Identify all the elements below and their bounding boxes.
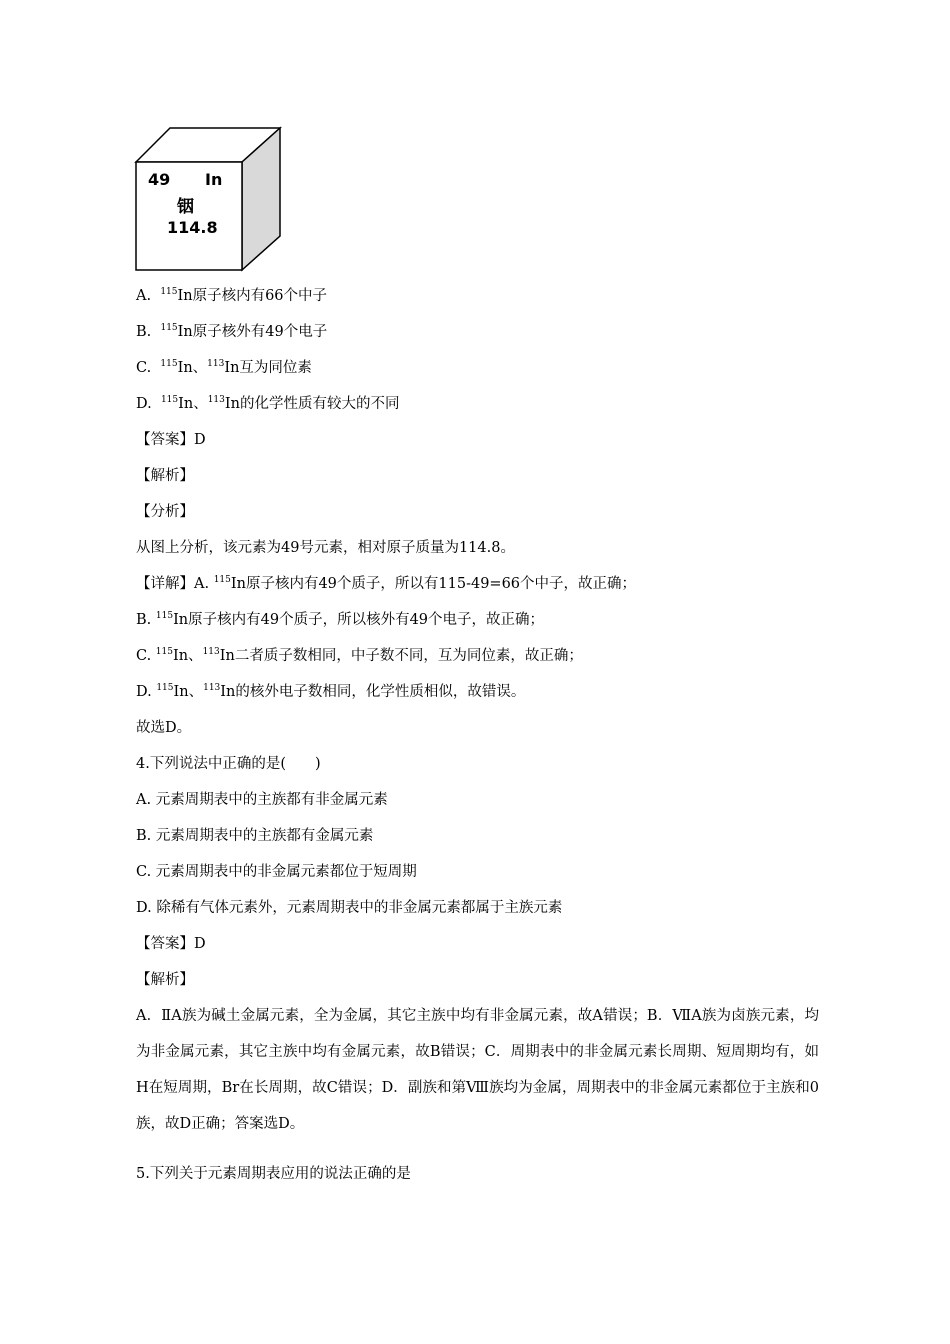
q4-answer: 【答案】D xyxy=(136,936,206,952)
q4-explanation: A．ⅡA族为碱土金属元素，全为金属，其它主族中均有非金属元素，故A错误；B．ⅦA族为卤族元素，均为非金属元素，其它主族中均有金属元素，故B错误；C．周期表中的非金属元素长周期、短周期均有，如H在短周期，Br在长周期，故C错误；D．副族和第Ⅷ族均为金属，周期表中的非金属元素都位于主族和0族，故D正确；答案选D。 xyxy=(136,1008,819,1132)
cube-outline-icon xyxy=(134,126,284,274)
q3-detail-b: B. $^{115}$In原子核内有49个质子，所以核外有49个电子，故正确； xyxy=(136,611,545,628)
q4-option-c: C. 元素周期表中的非金属元素都位于短周期 xyxy=(136,864,417,880)
element-symbol: In xyxy=(205,170,223,189)
q4-option-b: B. 元素周期表中的主族都有金属元素 xyxy=(136,828,374,844)
q3-detail-c: C. $^{115}$In、$^{113}$In二者质子数相同，中子数不同，互为同位素，故正确； xyxy=(136,647,583,664)
q4-option-d: D. 除稀有气体元素外，元素周期表中的非金属元素都属于主族元素 xyxy=(136,900,563,916)
q3-conclusion: 故选D。 xyxy=(136,720,192,736)
q3-fenxi-heading: 【分析】 xyxy=(136,504,194,520)
q4-option-a: A. 元素周期表中的主族都有非金属元素 xyxy=(136,792,388,808)
atomic-number: 49 xyxy=(148,170,171,189)
q3-option-d: D. $^{115}$In、$^{113}$In的化学性质有较大的不同 xyxy=(136,395,400,412)
q3-jiexi-heading: 【解析】 xyxy=(136,468,194,484)
q3-answer: 【答案】D xyxy=(136,432,206,448)
indium-element-card xyxy=(134,126,284,274)
q3-detail-d: D. $^{115}$In、$^{113}$In的核外电子数相同，化学性质相似，故错误。 xyxy=(136,683,526,700)
q4-stem: 4.下列说法中正确的是( ) xyxy=(136,756,321,772)
q3-option-b: B. $^{115}$In原子核外有49个电子 xyxy=(136,323,328,340)
q4-jiexi-heading: 【解析】 xyxy=(136,972,194,988)
atomic-mass: 114.8 xyxy=(167,218,218,237)
q3-option-a: A. $^{115}$In原子核内有66个中子 xyxy=(136,287,328,304)
q3-detail-a: 【详解】A. $^{115}$In原子核内有49个质子，所以有115-49=66个中子，故正确； xyxy=(136,575,637,592)
q3-option-c: C. $^{115}$In、$^{113}$In互为同位素 xyxy=(136,359,312,376)
q5-stem: 5.下列关于元素周期表应用的说法正确的是 xyxy=(136,1166,411,1182)
q3-analysis: 从图上分析，该元素为49号元素，相对原子质量为114.8。 xyxy=(136,540,515,556)
element-name: 铟 xyxy=(177,197,194,217)
